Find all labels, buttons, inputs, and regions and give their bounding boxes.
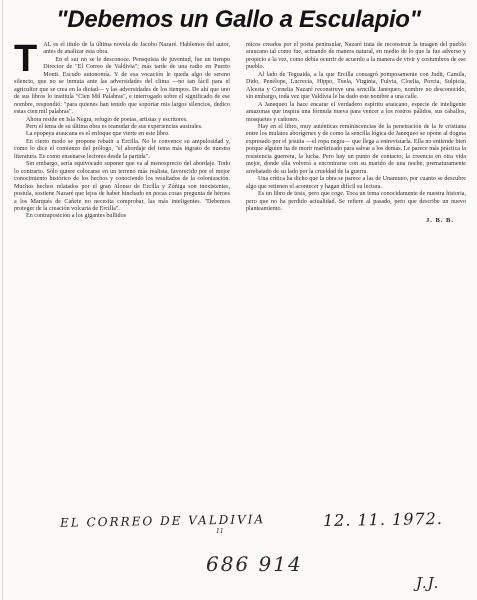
article-paragraph: En contraposición a los gigantes bullidos <box>26 213 127 220</box>
left-paragraphs <box>14 38 230 221</box>
article-paragraph: Pero el tema de su última obra es reanudar de sus experiencias australes. <box>26 123 203 130</box>
handwritten-catalog-code: 686 914 <box>206 552 303 576</box>
article-paragraph: Hay en el libro, muy auténticas reminiscencias de la penetración de la fe cristiana entre los mulatos aborígenes y de como la sencilla lógica de Janequeo se opone al dogma expresado por el jesuita —el ropa negra— que llega a entrevistarla. Ella no entiende bien porque alguien ha de morir martirizado para salvar a los demás. Le parece más práctica la resistencia guerrera, la lucha. Pero hay un punto de contacto; la creencia en otra vida mejor, donde ella volverá a encontrarse con su marido de una noche, prematuramente arrebatado de su lado por la crueldad de la guerra. <box>246 123 466 175</box>
article-paragraph: Es un libro de tesis, pero que coge. Toca un tema conocidamente de nuestra historia, pero que no ha perdido actualidad. Se refiere al pasado, pero que describe un nuevo planteamiento. <box>246 191 466 212</box>
handwritten-source: EL CORREO DE VALDIVIA <box>59 512 266 530</box>
handwritten-initials: J.J. <box>416 574 440 592</box>
article-paragraph: micos creados por el poeta peninsular, Nazaré trata de reconstruir la imagen del pueblo araucano tal como fue, actuando de manera natural, en medio de lo que la fue adverso y propicio a la vez, como debía ocurrir de acuerdo a la manera de vivir y costumbres de ese pueblo. <box>246 42 466 71</box>
article-paragraph: En cierto modo se propone rebatir a Ercilla. No le convence su ampulosidad y, como lo dice el comienzo del prólogo, "el abordaje del tema más ingrato de nuestra literatura. Es como ensenarse lectores desde la partida". <box>14 138 230 160</box>
article-headline: "Debemos un Gallo a Esculapio" <box>56 6 421 33</box>
author-signature: J. B. B. <box>425 217 454 225</box>
article-paragraph: AL es el titulo de la última novela de Jacobo Nazaré. Hablemos del autor, antes de analizar esta obra. <box>43 42 230 56</box>
article-paragraph: La epopeya araucana es el enfoque que vierte en este libro. <box>26 131 170 138</box>
right-paragraphs <box>246 42 466 213</box>
handwritten-date: 12. 11. 1972. <box>322 508 444 531</box>
article-paragraph: Al lado de Teguaida, a la que Ercilla consagró pomposamente con Judit, Camila, Dido, Penélope, Lucrecia, Hippo, Tuela, Virginia, Fulvia, Cloelia, Porcia, Sulpicia, Alcesta y Cornelia Nazaré reconstruye una sencilla Janequeo, nombre no desconocido, sin embargo, toda vez que Valdivia le ha dado este nombre a una calle. <box>246 71 466 101</box>
scan-edge <box>2 0 3 600</box>
drop-cap: T <box>14 38 38 80</box>
article-paragraph: A Janequeo la hace encarar el verdadero espíritu araucano, especie de inteligente amazonas que inspira una fórmula nueva para vencer a los rostros pálidos, sus caballos, mosquetes y cañones. <box>246 101 466 123</box>
article-paragraph: Sin embargo, sería equivocado suponer que va al menosprecio del abordaje. Todo lo contrario. Sólo quiere colocarse en un terreno más realista, favorecido por el mejor conocimiento histórico de los hechos y conociendo los resultados de la colonización. Muchos hechos relatados por el gran Alonso de Ercilla y Zúñiga son inexistentes, postula, sostiene Nazaré que lejos de haber hinchado en pocas cosas pregunta de héroes a los Marqués de Cañete no necesita comprobar, las más inteligentes. "Debemos proteger de la creación volcaria de Ercilla". <box>14 161 230 212</box>
article-column-right <box>246 42 466 225</box>
article-paragraph: En el sur no se le desconoce. Pensquista de juventud, fue un tiempo Director de "El Correo de Valdivia"; más tarde de una radio en Puerto Montt. Escudo autonomía. Y de esa vocación le queda algo de sereno silencio, que no se inmuta ante las adversidades del clima —no tan fácil para el agricultor que se crea en la dictad— y las adversidades de los tiempos. De ahí que uno de sus libros lo institula "Cien Mil Palabras", e interrogado sobre el significado de ese nombre, respondió: "para quienes han tenido que soportar mis largos silencios, dedico estas cien mil palabras". <box>14 56 230 116</box>
article-paragraph: Una crítica ha dicho que la obra se parece a las de Unamuno, por cuanto se descubre algo que retienen el acontecer y hagan difícil su lectura. <box>246 176 466 190</box>
article-paragraph: Ahora reside en Isla Negra, refugio de poetas, artistas y escritores. <box>26 116 188 123</box>
handwritten-mark: 11 <box>216 528 224 535</box>
article-column-left <box>14 38 230 221</box>
